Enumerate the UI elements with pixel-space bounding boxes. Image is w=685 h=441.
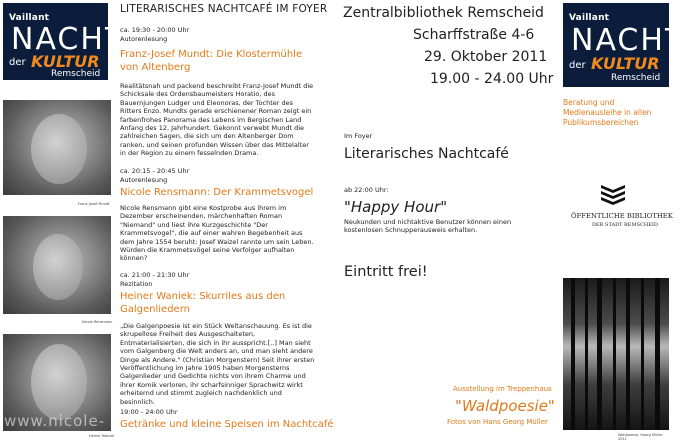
event-date: 29. Oktober 2011 xyxy=(424,49,548,65)
event1-body: Realitätsnah und packend beschreibt Franz-Josef Mundt die Schicksale des Ordensbaumeisters Horatio, des Bauernjungen Ludger und Eleonoras, der Tochter des Ritters Enzo. Mundts gerade erschienener Roman zeigt ein farbenfrohes Panorama des Lebens im Bergischen Land Anfang des 12. Jahrhundert. Gekonnt verwebt Mundt die zahlreichen Sagen, die sich um den Altenberger Dom ranken, und seinen profunden Wissen über das Mittelalter in der Region zu einem fesselnden Drama. xyxy=(120,82,314,158)
logo-line3: der xyxy=(569,60,586,71)
forest-photo-caption: Waldpoesie, Georg Müller 2011 xyxy=(618,433,663,441)
venue-street: Scharffstraße 4-6 xyxy=(413,27,535,43)
watermark: www.nicole- xyxy=(4,412,106,430)
event-hours: 19.00 - 24.00 Uhr xyxy=(430,71,554,87)
event1-type: Autorenlesung xyxy=(120,35,168,43)
venue-name: Zentralbibliothek Remscheid xyxy=(343,5,544,21)
exhibit-credit: Fotos von Hans Georg Müller xyxy=(447,418,548,426)
event2-heading: Nicole Rensmann: Der Krammetsvogel xyxy=(120,187,314,198)
event3-heading: Heiner Waniek: Skurriles aus den Galgenliedern xyxy=(120,291,286,315)
logo-right xyxy=(563,3,685,87)
logo-line2: NACHT xyxy=(11,22,126,57)
event1-time: ca. 19:30 - 20:00 Uhr xyxy=(120,26,190,34)
logo-line5: Remscheid xyxy=(51,69,101,79)
event2-type: Autorenlesung xyxy=(120,176,168,184)
logo-line4: KULTUR xyxy=(31,52,100,71)
photo-caption-1: Franz-Josef Mundt xyxy=(78,202,110,206)
exhibit-title: "Waldpoesie" xyxy=(455,397,555,415)
free-entry: Eintritt frei! xyxy=(344,264,428,280)
logo-line5: Remscheid xyxy=(611,73,661,83)
logo-left xyxy=(3,3,126,80)
logo-line1: Vaillant xyxy=(9,13,50,23)
event2-time: ca. 20:15 - 20:45 Uhr xyxy=(120,167,190,175)
cafe-title: Literarisches Nachtcafé xyxy=(344,146,509,162)
col1-title: LITERARISCHES NACHTCAFÉ IM FOYER xyxy=(120,3,328,15)
library-name: ÖFFENTLICHE BIBLIOTHEK xyxy=(571,212,673,220)
logo-line1: Vaillant xyxy=(569,13,610,23)
forest-photo xyxy=(563,278,669,430)
photo-caption-3: Heiner Waniek xyxy=(89,434,115,438)
photo-caption-2: Nicole Rensmann xyxy=(82,320,113,324)
happy-hour-text: Neukunden und nichtaktive Benutzer können einen kostenlosen Schnupperausweis erhalten. xyxy=(344,218,512,235)
info-text: Beratung und Medienausleihe in allen Publikumsbereichen xyxy=(563,98,652,127)
library-city: DER STADT REMSCHEID xyxy=(592,222,658,228)
event4-heading: Getränke und kleine Speisen im Nachtcafé xyxy=(120,419,334,430)
event3-type: Rezitation xyxy=(120,280,153,288)
library-logo-icon xyxy=(599,181,627,207)
logo-line2: NACHT xyxy=(571,23,685,58)
foyer-label: Im Foyer xyxy=(344,132,373,140)
photo-franz-josef-mundt xyxy=(3,100,111,195)
logo-line3: der xyxy=(9,57,26,68)
event2-body: Nicole Rensmann gibt eine Kostprobe aus ihrem im Dezember erscheinenden, märchenhaften Roman "Niemand" und liest ihre Kurzgeschichte "Der Krammetsvogel", die auf einer wahren Begebenheit aus dem Jahre 1554 beruht: Josef Waizel rannte um sein Leben. Würden die Krammetsvögel seine Verfolger aufhalten können? xyxy=(120,204,314,263)
happy-hour-title: "Happy Hour" xyxy=(344,198,448,216)
event3-time: ca. 21:00 - 21:30 Uhr xyxy=(120,271,190,279)
exhibit-label: Ausstellung im Treppenhaus xyxy=(453,385,552,393)
logo-line4: KULTUR xyxy=(591,54,660,73)
event1-heading: Franz-Josef Mundt: Die Klostermühle von Altenberg xyxy=(120,49,303,73)
happy-hour-time: ab 22:00 Uhr: xyxy=(344,186,389,194)
event4-time: 19:00 - 24:00 Uhr xyxy=(120,408,178,416)
event3-body: „Die Galgenpoesie ist ein Stück Weltanschauung. Es ist die skrupellose Freiheit des Ausgeschalteten, Entmaterialisierten, die sich in ihr ausspricht.[..] Man sieht vom Galgenberg die Welt anders an, und man sieht andere Dinge als Andere." (Christian Morgenstern) Seit ihrer ersten Veröffentlichung im Jahre 1905 haben Morgensterns Galgenlieder und Gedichte nichts von ihrem Charme und ihrer Komik verloren, ihr scharfsinniger Sprachwitz wirkt erheiternd und stimmt zugleich nachdenklich und besinnlich. xyxy=(120,322,315,406)
photo-nicole-rensmann xyxy=(3,216,111,314)
